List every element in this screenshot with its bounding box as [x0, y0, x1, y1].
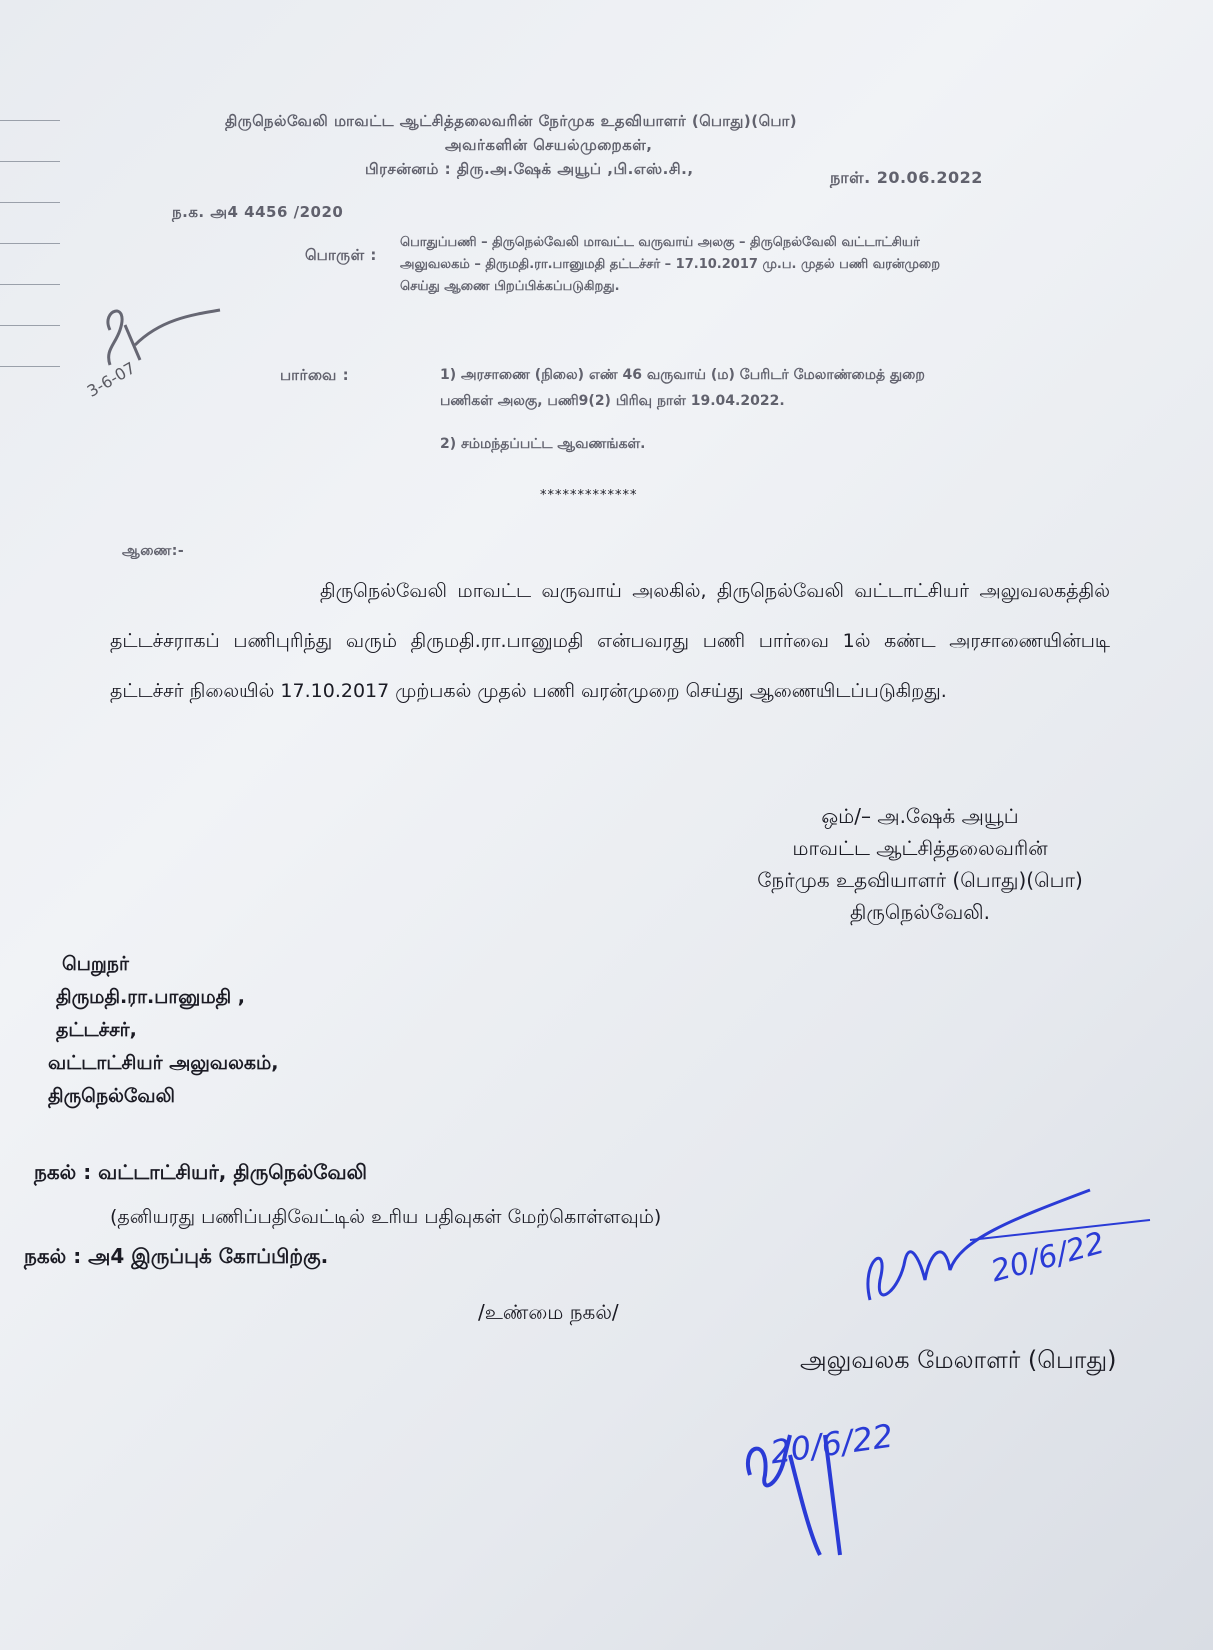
reference-item-1: 1) அரசாணை (நிலை) எண் 46 வருவாய் (ம) பேரிடர் மேலாண்மைத் துறை பணிகள் அலகு, பணி9(2) பிரிவு நாள் 19.04.2022. [440, 367, 925, 409]
subject-label: பொருள் : [305, 246, 377, 264]
separator-stars: ************* [540, 488, 638, 503]
recipient-line-4: திருநெல்வேலி [48, 1085, 175, 1107]
signatory-name: ஒம்/– அ.ஷேக் அயூப் [821, 804, 1019, 828]
recipient-block [48, 948, 279, 1113]
signatory-place: திருநெல்வேலி. [850, 900, 990, 924]
officer-signature-date: 20/6/22 [987, 1225, 1109, 1290]
copy-note: (தனியரது பணிப்பதிவேட்டில் உரிய பதிவுகள் மேற்கொள்ளவும்) [110, 1206, 662, 1228]
margin-handwritten-date: 3-6-07 [83, 358, 139, 401]
margin-rule-lines [0, 120, 60, 440]
office-manager-designation: அலுவலக மேலாளர் (பொது) [800, 1346, 1117, 1374]
signatory-designation: மாவட்ட ஆட்சித்தலைவரின் [792, 836, 1048, 860]
present-line: பிரசன்னம் : திரு.அ.ஷேக் அயூப் ,பி.எஸ்.சி., [365, 160, 694, 178]
margin-handwritten-initial [80, 290, 230, 430]
signatory-block [700, 800, 1140, 928]
order-label: ஆணை:- [122, 543, 185, 559]
reference-number: ந.க. அ4 4456 /2020 [172, 203, 344, 221]
recipient-line-3: வட்டாட்சியர் அலுவலகம், [48, 1052, 279, 1074]
true-copy-label: /உண்மை நகல்/ [478, 1300, 619, 1324]
references-label: பார்வை : [280, 366, 350, 384]
copy-to-file: நகல் : அ4 இருப்புக் கோப்பிற்கு. [24, 1244, 329, 1268]
recipient-line-1: திருமதி.ரா.பானுமதி , [56, 986, 246, 1008]
bottom-initials-date: 20/6/22 [767, 1416, 896, 1472]
order-date: நாள். 20.06.2022 [830, 168, 983, 187]
copy-to-tahsildar: நகல் : வட்டாட்சியர், திருநெல்வேலி [34, 1160, 367, 1184]
order-body: திருநெல்வேலி மாவட்ட வருவாய் அலகில், திருநெல்வேலி வட்டாட்சியர் அலுவலகத்தில் தட்டச்சராகப் பணிபுரிந்து வரும் திருமதி.ரா.பானுமதி என்பவரது பணி பார்வை 1ல் கண்ட அரசாணையின்படி தட்டச்சர் நிலையில் 17.10.2017 முற்பகல் முதல் பணி வரன்முறை செய்து ஆணையிடப்படுகிறது. [110, 580, 1110, 702]
subject-text: பொதுப்பணி – திருநெல்வேலி மாவட்ட வருவாய் அலகு – திருநெல்வேலி வட்டாட்சியர் அலுவலகம் – திருமதி.ரா.பானுமதி தட்டச்சர் – 17.10.2017 மு.ப. முதல் பணி வரன்முறை செய்து ஆணை பிறப்பிக்கப்படுகிறது. [400, 235, 941, 294]
recipient-line-2: தட்டச்சர், [56, 1019, 137, 1041]
recipient-label: பெறுநர் [62, 953, 129, 975]
office-heading-line2: அவர்களின் செயல்முறைகள், [445, 136, 653, 154]
office-heading-line1: திருநெல்வேலி மாவட்ட ஆட்சித்தலைவரின் நேர்முக உதவியாளர் (பொது)(பொ) [225, 112, 798, 130]
reference-item-2: 2) சம்மந்தப்பட்ட ஆவணங்கள். [440, 436, 646, 452]
signatory-role: நேர்முக உதவியாளர் (பொது)(பொ) [757, 868, 1083, 892]
